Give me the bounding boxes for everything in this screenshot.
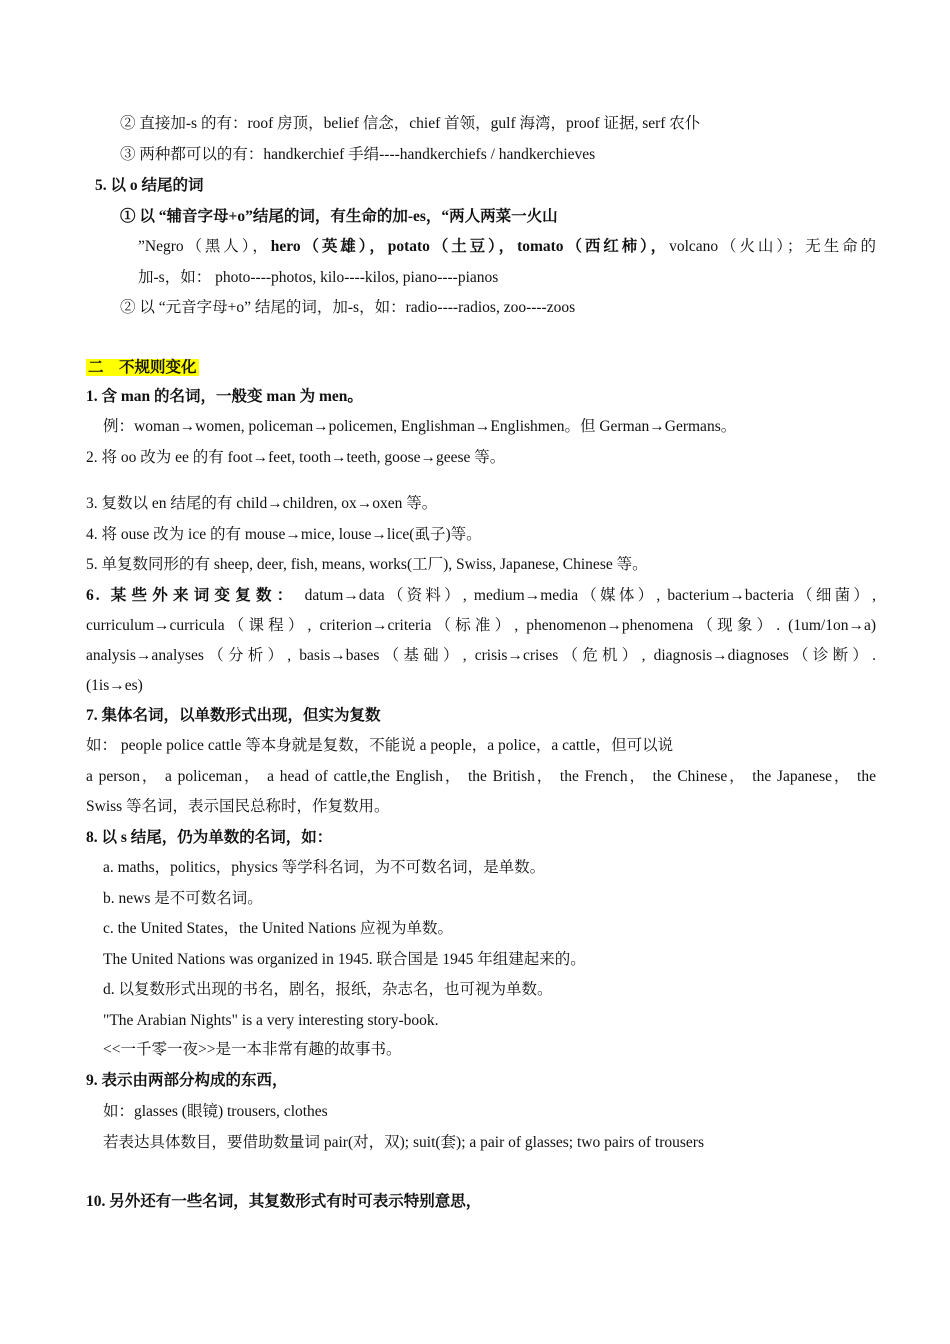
rule-foreign-words-line4: (1is→es) <box>86 677 143 694</box>
rule-man-men: 1. 含 man 的名词，一般变 man 为 men。 <box>86 388 363 405</box>
heading-o-ending: 5. 以 o 结尾的词 <box>95 177 204 194</box>
rule-oo-ee: 2. 将 oo 改为 ee 的有 foot→feet, tooth→teeth, goose→geese 等。 <box>86 449 506 466</box>
rule-foreign-words-heading: 6. 某些外来词变复数： <box>86 587 298 604</box>
s-singular-a: a. maths，politics，physics 等学科名词，为不可数名词，是单数。 <box>103 859 546 876</box>
rule-foreign-words <box>86 586 876 606</box>
rule-en-ending: 3. 复数以 en 结尾的有 child→children, ox→oxen 等。 <box>86 495 438 512</box>
heading-s-singular: 8. 以 s 结尾，仍为单数的名词，如： <box>86 829 333 846</box>
section-title <box>86 358 199 378</box>
rule-vowel-o: ② 以 “元音字母+o” 结尾的词，加-s，如：radio----radios, zoo----zoos <box>120 299 576 316</box>
heading-special-meaning: 10. 另外还有一些名词，其复数形式有时可表示特别意思， <box>86 1193 482 1210</box>
collective-nouns-example: 如： people police cattle 等本身就是复数，不能说 a people，a police，a cattle，但可以说 <box>86 737 674 754</box>
collective-nouns-nationalities: a person， a policeman， a head of cattle,the English， the British， the French， the Chinese， the Japanese， the <box>86 768 876 785</box>
example-volcano: volcano（火山）；无生命的 <box>669 238 876 255</box>
s-singular-d-example: "The Arabian Nights" is a very interesting story-book. <box>103 1012 439 1029</box>
example-negro: ”Negro（黑人）， <box>138 238 271 255</box>
rule-foreign-words-line2: curriculum→curricula（课程）, criterion→criteria（标准）, phenomenon→phenomena（现象）. (1um/1on→a) <box>86 617 876 634</box>
s-singular-c-example: The United Nations was organized in 1945. 联合国是 1945 年组建起来的。 <box>103 951 586 968</box>
rule-foreign-words-line3: analysis→analyses（分析）, basis→bases（基础）, crisis→crises（危机）, diagnosis→diagnoses（诊断）. <box>86 647 876 664</box>
rule-consonant-o-examples <box>138 237 876 257</box>
collective-nouns-note: Swiss 等名词，表示国民总称时，作复数用。 <box>86 798 390 815</box>
s-singular-d: d. 以复数形式出现的书名，剧名，报纸，杂志名，也可视为单数。 <box>103 981 553 998</box>
two-part-things-example: 如：glasses (眼镜) trousers, clothes <box>103 1103 328 1120</box>
s-singular-b: b. news 是不可数名词。 <box>103 890 263 907</box>
section-title-highlight: 二 不规则变化 <box>88 359 197 376</box>
rule-ouse-ice: 4. 将 ouse 改为 ice 的有 mouse→mice, louse→lice(虱子)等。 <box>86 526 482 543</box>
rule-same-form: 5. 单复数同形的有 sheep, deer, fish, means, works(工厂), Swiss, Japanese, Chinese 等。 <box>86 556 648 573</box>
heading-collective-nouns: 7. 集体名词，以单数形式出现，但实为复数 <box>86 707 381 724</box>
rule-inanimate-s: 加-s，如： photo----photos, kilo----kilos, piano----pianos <box>138 269 499 286</box>
example-hero-potato-tomato: hero（英雄），potato（土豆），tomato（西红柿）， <box>270 238 670 255</box>
rule-direct-s: ② 直接加-s 的有：roof 房顶，belief 信念，chief 首领，gulf 海湾，proof 证据, serf 农仆 <box>120 115 701 132</box>
heading-two-part-things: 9. 表示由两部分构成的东西， <box>86 1072 288 1089</box>
rule-both-forms: ③ 两种都可以的有：handkerchief 手绢----handkerchiefs / handkerchieves <box>120 146 596 163</box>
rule-foreign-words-examples: datum→data（资料）, medium→media（媒体）, bacterium→bacteria（细菌）, <box>304 587 876 604</box>
rule-consonant-o: ① 以 “辅音字母+o”结尾的词，有生命的加-es，“两人两菜一火山 <box>120 208 558 225</box>
s-singular-d-translation: <<一千零一夜>>是一本非常有趣的故事书。 <box>103 1041 402 1058</box>
s-singular-c: c. the United States，the United Nations 应视为单数。 <box>103 920 453 937</box>
two-part-things-quantity: 若表达具体数目，要借助数量词 pair(对，双); suit(套); a pair of glasses; two pairs of trousers <box>103 1134 704 1151</box>
rule-man-men-example: 例：woman→women, policeman→policemen, Englishman→Englishmen。但 German→Germans。 <box>103 418 737 435</box>
